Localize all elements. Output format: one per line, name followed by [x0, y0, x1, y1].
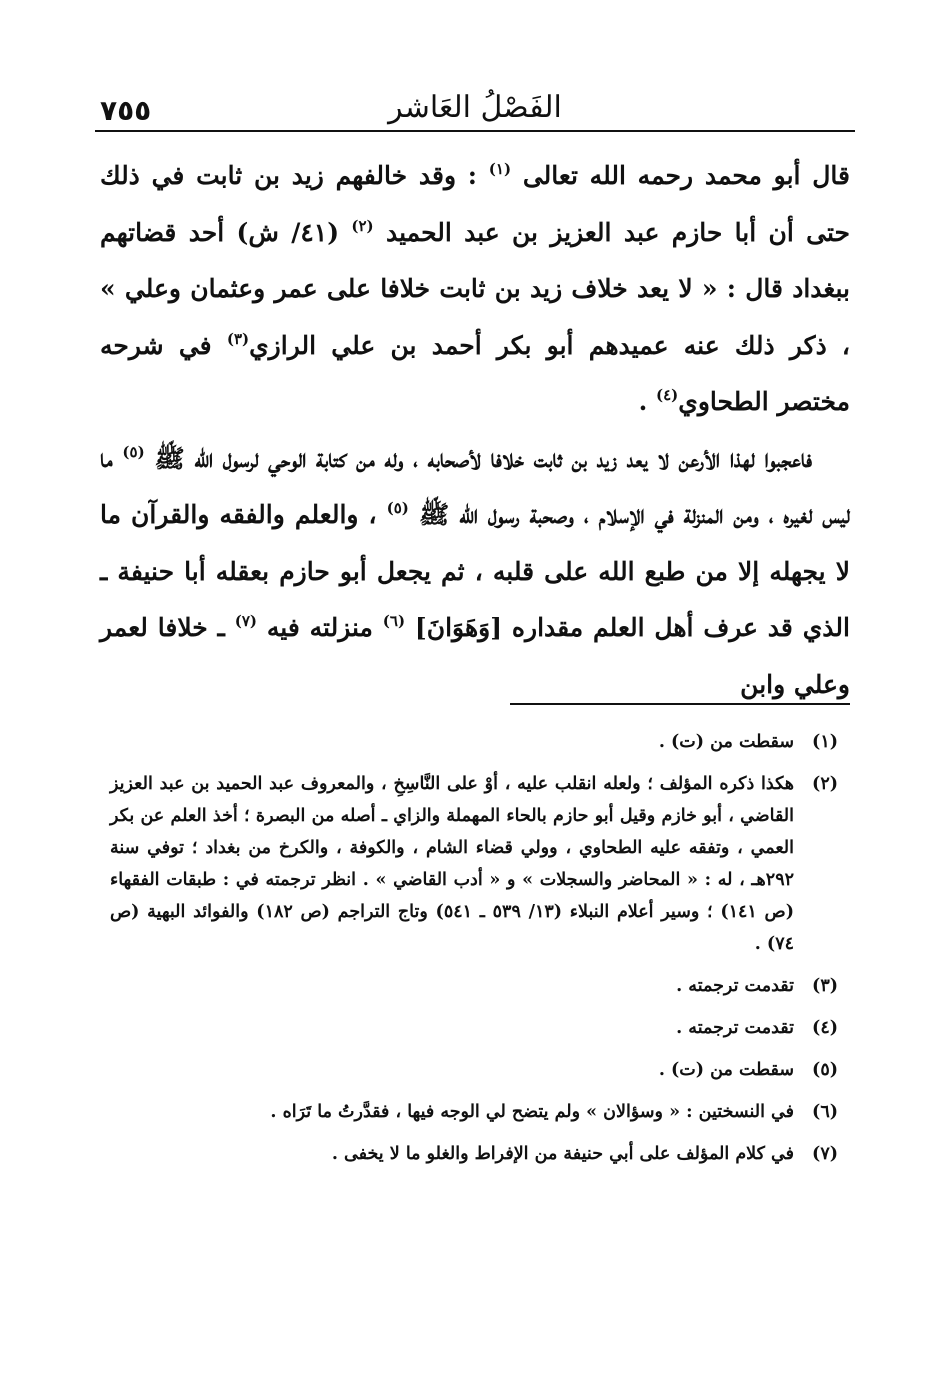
- text-run: ما ليس لغيره ، ومن المنزلة في الإسلام ، وصحبة رسول الله ﷺ: [100, 443, 850, 529]
- footnote-number: (٥): [812, 1060, 838, 1080]
- text-run: في شرحه مختصر الطحاوي: [100, 330, 850, 416]
- footnote-ref-1: (١): [488, 160, 512, 178]
- footnote-ref-7: (٧): [234, 612, 258, 630]
- text-run: قال أبو محمد رحمه الله تعالى: [522, 161, 850, 190]
- footnote-number: (٣): [812, 976, 838, 996]
- text-run: (٤١/ ش) أحد قضاتهم ببغداد قال : « لا يعد خلاف زيد بن ثابت خلافا على عمر وعثمان وعلي » ، ذكر ذلك عنه عميدهم أبو بكر أحمد بن علي الرازي: [100, 217, 851, 360]
- footnote-number: (٢): [812, 774, 838, 794]
- footnote-text: في النسختين : « وسؤالان » ولم يتضح لي الوجه فيها ، فقدَّرتُ ما تَرَاه .: [270, 1102, 794, 1122]
- footnote-number: (٤): [812, 1018, 838, 1038]
- footnote-ref-5: (٥): [122, 442, 145, 461]
- footnote-number: (٦): [812, 1102, 838, 1122]
- text-run: ـ خلافا لعمر وعلي وابن: [100, 613, 850, 699]
- paragraph-2: [100, 431, 850, 714]
- footnote-item: [110, 726, 838, 758]
- text-run: .: [638, 387, 656, 416]
- main-text: [100, 148, 850, 713]
- footnote-item: [110, 1054, 838, 1086]
- footnote-text: هكذا ذكره المؤلف ؛ ولعله انقلب عليه ، أوْ على النَّاسِخِ ، والمعروف عبد الحميد بن عبد العزيز القاضي ، أبو خازم وقيل أبو حازم بالحاء المهملة والزاي ـ أصله من البصرة ؛ أخذ العلم عن بكر العمي ، وتفقه عليه الطحاوي ، وولي قضاء الشام ، والكوفة ، والكرخ من بغداد ؛ توفي سنة ٢٩٢هـ ، له : « المحاضر والسجلات » و « أدب القاضي » . انظر ترجمته في : طبقات الفقهاء (ص ١٤١) ؛ وسير أعلام النبلاء (١٣/ ٥٣٩ ـ ٥٤١) وتاج التراجم (ص ١٨٢) والفوائد البهية (ص ٧٤) .: [110, 774, 794, 954]
- text-run: منزلته فيه: [266, 613, 383, 642]
- text-run: فاعجبوا لهذا الأرعن لا يعد زيد بن ثابت خلافا لأصحابه ، وله من كتابة الوحي لرسول الله ﷺ: [154, 443, 812, 473]
- footnote-ref-3: (٣): [226, 329, 250, 348]
- footnote-number: (١): [812, 732, 838, 752]
- paragraph-1: [100, 148, 850, 431]
- footnote-item: [110, 768, 838, 960]
- footnote-ref-5b: (٥): [386, 499, 409, 517]
- footnote-ref-6: (٦): [382, 612, 406, 630]
- footnotes: [110, 726, 838, 1180]
- chapter-title: الفَصْلُ العَاشر: [388, 90, 562, 125]
- footnote-text: في كلام المؤلف على أبي حنيفة من الإفراط والغلو ما لا يخفى .: [331, 1144, 794, 1164]
- footnote-text: تقدمت ترجمته .: [676, 1018, 794, 1038]
- footnote-text: سقطت من (ت) .: [658, 732, 794, 752]
- footnote-item: [110, 970, 838, 1002]
- footnote-item: [110, 1096, 838, 1128]
- footnote-ref-4: (٤): [656, 386, 679, 404]
- footnote-ref-2: (٢): [351, 216, 374, 235]
- footnote-number: (٧): [812, 1144, 838, 1164]
- footnote-text: سقطت من (ت) .: [658, 1060, 794, 1080]
- page-header: [95, 82, 855, 132]
- text-run: : وقد خالفهم زيد بن ثابت في ذلك حتى أن أبا حازم عبد العزيز بن عبد الحميد: [100, 161, 850, 247]
- footnote-separator: [510, 703, 850, 705]
- header-rule: [95, 130, 855, 132]
- footnote-item: [110, 1138, 838, 1170]
- footnote-text: تقدمت ترجمته .: [676, 976, 794, 996]
- footnote-item: [110, 1012, 838, 1044]
- text-run: ، والعلم والفقه والقرآن ما لا يجهله إلا من طبع الله على قلبه ، ثم يجعل أبو حازم بعقله أبا حنيفة ـ الذي قد عرف أهل العلم مقداره [وَهَوَانَ]: [100, 500, 850, 642]
- page-number: ٧٥٥: [100, 94, 152, 127]
